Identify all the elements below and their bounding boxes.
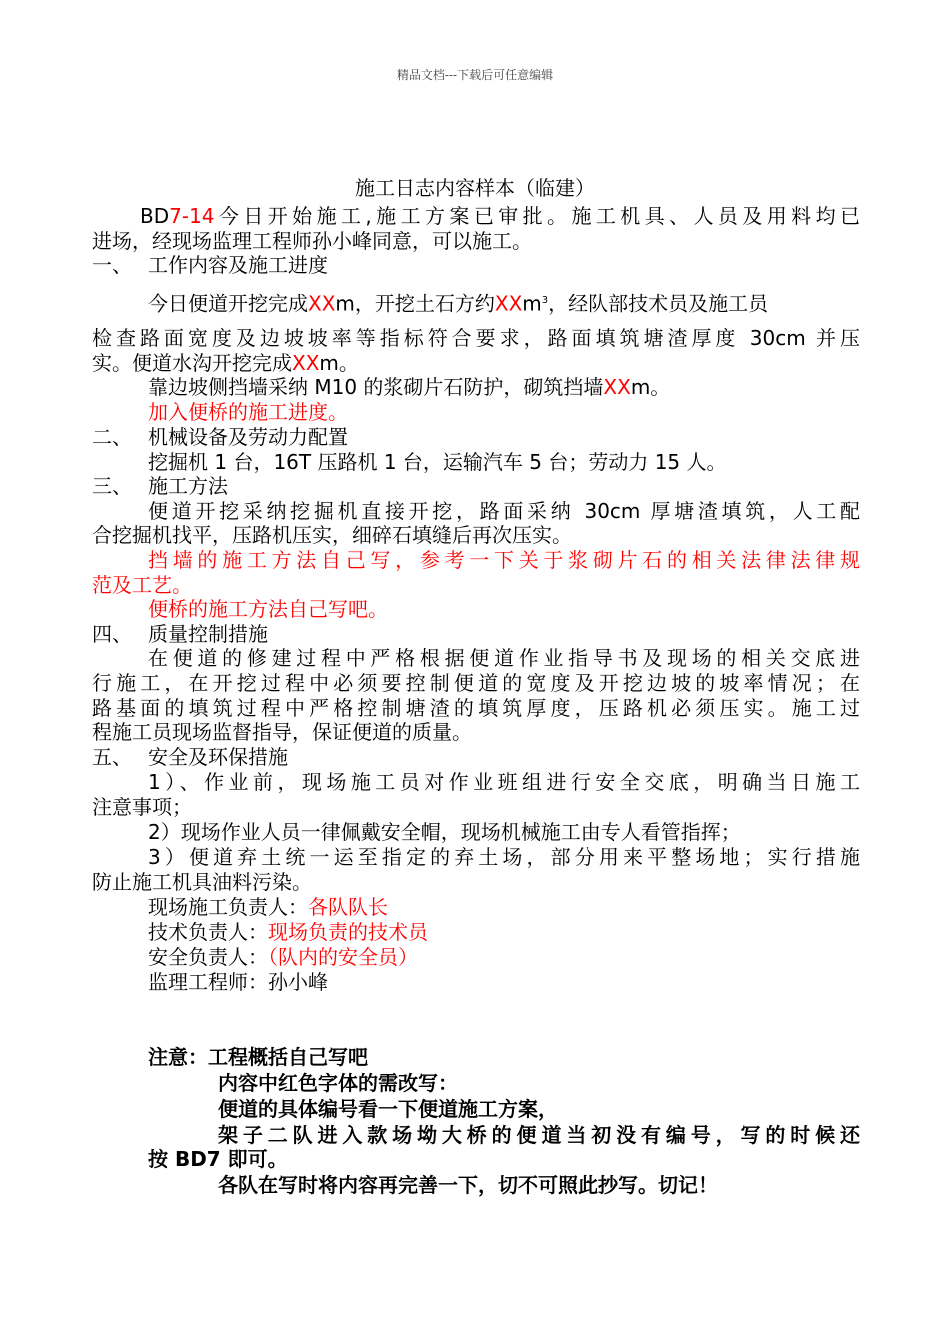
note-line-2: 内容中红色字体的需改写： xyxy=(218,1071,458,1095)
note-line-4: 架子二队进入款场坳大桥的便道当初没有编号，写的时候还 xyxy=(218,1123,860,1147)
s5-line-3: 2）现场作业人员一律佩戴安全帽，现场机械施工由专人看管指挥； xyxy=(148,820,741,844)
section-1-title: 工作内容及施工进度 xyxy=(148,253,328,277)
signature-label: 现场施工负责人： xyxy=(148,895,308,919)
s4-line-4: 程施工员现场监督指导，保证便道的质量。 xyxy=(92,720,472,744)
section-1-number: 一、 xyxy=(92,253,132,277)
signature-label: 安全负责人： xyxy=(148,945,268,969)
section-4-number: 四、 xyxy=(92,622,132,646)
placeholder-xx: XX xyxy=(308,291,336,316)
note-line-1: 注意：工程概括自己写吧 xyxy=(148,1045,368,1069)
document-title: 施工日志内容样本（临建） xyxy=(355,176,595,200)
section-4-title: 质量控制措施 xyxy=(148,622,268,646)
s3-red-line-2: 范及工艺。 xyxy=(92,573,192,597)
intro-line-1 xyxy=(140,204,860,228)
s1-line-2: 检查路面宽度及边坡坡率等指标符合要求，路面填筑塘渣厚度 30cm 并压 xyxy=(92,326,860,350)
superscript: 3 xyxy=(541,295,549,306)
section-3-title: 施工方法 xyxy=(148,474,228,498)
page-header: 精品文档---下载后可任意编辑 xyxy=(396,68,554,82)
note-line-3: 便道的具体编号看一下便道施工方案， xyxy=(218,1097,558,1121)
text: ，经队部技术员及施工员 xyxy=(548,291,769,316)
s4-line-3: 路基面的填筑过程中严格控制塘渣的填筑厚度，压路机必须压实。施工过 xyxy=(92,696,860,720)
s5-line-4: 3）便道弃土统一运至指定的弃土场，部分用来平整场地；实行措施 xyxy=(148,845,860,869)
note-line-6: 各队在写时将内容再完善一下，切不可照此抄写。切记！ xyxy=(218,1173,718,1197)
text: 实。便道水沟开挖完成 xyxy=(92,351,292,375)
s5-line-5: 防止施工机具油料污染。 xyxy=(92,870,312,894)
placeholder-xx: XX xyxy=(603,375,631,399)
intro-code-number: 7-14 xyxy=(169,204,215,228)
text: 今日便道开挖完成 xyxy=(148,291,308,316)
signature-value: 孙小峰 xyxy=(268,970,328,994)
placeholder-xx: XX xyxy=(292,351,320,375)
section-2-title: 机械设备及劳动力配置 xyxy=(148,425,348,449)
signature-label: 技术负责人： xyxy=(148,920,268,944)
section-5-number: 五、 xyxy=(92,745,132,769)
text: m。 xyxy=(630,375,671,399)
signature-tech-lead xyxy=(148,920,428,944)
s3-line-1: 便道开挖采纳挖掘机直接开挖，路面采纳 30cm 厚塘渣填筑，人工配 xyxy=(148,499,860,523)
s5-line-1: 1）、作业前，现场施工员对作业班组进行安全交底，明确当日施工 xyxy=(148,770,860,794)
s4-line-1: 在便道的修建过程中严格根据便道作业指导书及现场的相关交底进 xyxy=(148,646,860,670)
signature-label: 监理工程师： xyxy=(148,970,268,994)
note-line-5: 按 BD7 即可。 xyxy=(148,1147,288,1171)
intro-line-2: 进场，经现场监理工程师孙小峰同意，可以施工。 xyxy=(92,229,532,253)
intro-text: 今日开始施工,施工方案已审批。施工机具、人员及用料均已 xyxy=(214,204,860,228)
intro-code-prefix: BD xyxy=(140,204,170,228)
s1-line-1 xyxy=(148,289,768,316)
s5-line-2: 注意事项； xyxy=(92,795,192,819)
section-2-number: 二、 xyxy=(92,425,132,449)
signature-site-lead xyxy=(148,895,388,919)
s1-line-5: 加入便桥的施工进度。 xyxy=(148,400,348,424)
signature-supervisor xyxy=(148,970,328,994)
section-3-number: 三、 xyxy=(92,474,132,498)
s2-line-1: 挖掘机 1 台，16T 压路机 1 台，运输汽车 5 台；劳动力 15 人。 xyxy=(148,450,727,474)
signature-value: （队内的安全员） xyxy=(268,945,418,969)
signature-value: 现场负责的技术员 xyxy=(268,920,428,944)
s3-line-2: 合挖掘机找平，压路机压实，细碎石填缝后再次压实。 xyxy=(92,523,572,547)
s3-red-line-1: 挡墙的施工方法自己写，参考一下关于浆砌片石的相关法律法律规 xyxy=(148,548,860,572)
text: m，开挖土石方约 xyxy=(335,291,495,316)
signature-safety-lead xyxy=(148,945,418,969)
s3-red-line-3: 便桥的施工方法自己写吧。 xyxy=(148,597,388,621)
s1-line-3 xyxy=(92,351,359,375)
section-5-title: 安全及环保措施 xyxy=(148,745,288,769)
text: 靠边坡侧挡墙采纳 M10 的浆砌片石防护，砌筑挡墙 xyxy=(148,375,604,399)
signature-value: 各队队长 xyxy=(308,895,388,919)
s4-line-2: 行施工，在开挖过程中必须要控制便道的宽度及开挖边坡的坡率情况；在 xyxy=(92,671,860,695)
text: m xyxy=(522,291,542,316)
placeholder-xx: XX xyxy=(494,291,523,316)
text: m。 xyxy=(319,351,359,375)
s1-line-4 xyxy=(148,375,670,399)
